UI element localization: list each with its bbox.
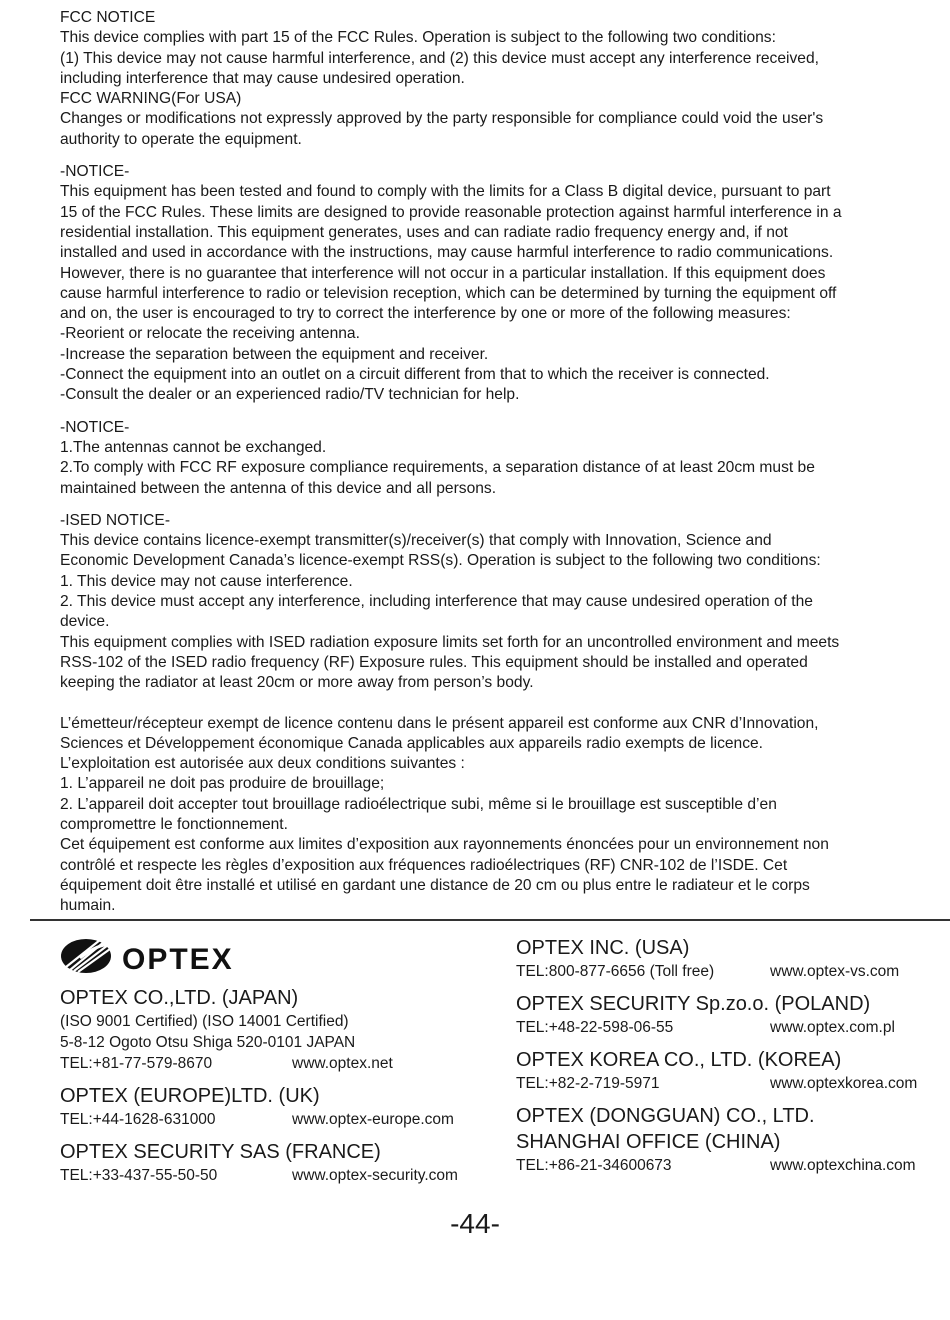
text-line: authority to operate the equipment. <box>60 130 302 148</box>
contact-row <box>60 1109 490 1130</box>
company-tel: TEL:+82-2-719-5971 <box>516 1075 660 1092</box>
text-line: This equipment has been tested and found to comply with the limits for a Class B digital device, pursuant to part <box>60 183 831 201</box>
contact-row <box>516 1017 946 1038</box>
text-line: 15 of the FCC Rules. These limits are designed to provide reasonable protection against harmful interference in a <box>60 203 842 221</box>
text-line: 2.To comply with FCC RF exposure compliance requirements, a separation distance of at least 20cm must be <box>60 459 815 477</box>
company-website[interactable]: www.optex.com.pl <box>770 1019 895 1036</box>
company-name: OPTEX (DONGGUAN) CO., LTD. <box>516 1105 815 1127</box>
text-line: This equipment complies with ISED radiation exposure limits set forth for an uncontrolled environment and meets <box>60 633 840 651</box>
text-line: -Reorient or relocate the receiving antenna. <box>60 325 360 343</box>
text-line: and on, the user is encouraged to try to correct the interference by one or more of the following measures: <box>60 305 791 323</box>
company-france <box>60 1139 490 1186</box>
text-line: L’exploitation est autorisée aux deux conditions suivantes : <box>60 755 465 773</box>
contact-row <box>516 1073 946 1094</box>
text-line: -Connect the equipment into an outlet on a circuit different from that to which the receiver is connected. <box>60 366 770 384</box>
fcc-warning-title: FCC WARNING(For USA) <box>60 90 242 108</box>
company-uk <box>60 1083 490 1130</box>
text-line: including interference that may cause undesired operation. <box>60 69 465 87</box>
text-line: cause harmful interference to radio or television reception, which can be determined by turning the equipment off <box>60 284 837 302</box>
text-line: However, there is no guarantee that interference will not occur in a particular installation. If this equipment does <box>60 264 826 282</box>
company-korea <box>516 1047 946 1094</box>
company-name: OPTEX CO.,LTD. (JAPAN) <box>60 987 299 1009</box>
text-line: 2. This device must accept any interference, including interference that may cause undesired operation of the <box>60 593 813 611</box>
company-usa <box>516 935 946 982</box>
optex-logo-icon <box>60 936 260 976</box>
text-line: 2. L’appareil doit accepter tout brouillage radioélectrique subi, même si le brouillage est susceptible d’en <box>60 795 777 813</box>
text-line: residential installation. This equipment generates, uses and can radiate radio frequency energy and, if not <box>60 223 788 241</box>
text-line: This device complies with part 15 of the FCC Rules. Operation is subject to the following two conditions: <box>60 29 776 47</box>
text-line: keeping the radiator at least 20cm or more away from person’s body. <box>60 674 534 692</box>
text-line: This device contains licence-exempt transmitter(s)/receiver(s) that comply with Innovation, Science and <box>60 532 772 550</box>
company-website[interactable]: www.optexkorea.com <box>770 1075 918 1092</box>
text-line: device. <box>60 613 110 631</box>
text-line: Sciences et Développement économique Canada applicables aux appareils radio exempts de licence. <box>60 734 764 752</box>
text-line: équipement doit être installé et utilisé en gardant une distance de 20 cm ou plus entre le radiateur et le corps <box>60 876 810 894</box>
contact-row <box>60 1165 490 1186</box>
contact-row <box>516 1155 946 1176</box>
text-line: maintained between the antenna of this device and all persons. <box>60 479 497 497</box>
ised-notice-title: -ISED NOTICE- <box>60 511 171 529</box>
text-line: Changes or modifications not expressly approved by the party responsible for compliance could void the user's <box>60 110 824 128</box>
notice-title: -NOTICE- <box>60 418 130 436</box>
company-tel: TEL:800-877-6656 (Toll free) <box>516 963 715 980</box>
text-line: Cet équipement est conforme aux limites d’exposition aux rayonnements énoncées pour un environnement non <box>60 836 829 854</box>
text-line: 1. This device may not cause interference. <box>60 572 353 590</box>
company-tel: TEL:+86-21-34600673 <box>516 1157 672 1174</box>
notice-title: -NOTICE- <box>60 163 130 181</box>
company-name: OPTEX INC. (USA) <box>516 937 690 959</box>
company-tel: TEL:+48-22-598-06-55 <box>516 1019 674 1036</box>
text-line: -Increase the separation between the equipment and receiver. <box>60 345 489 363</box>
company-japan <box>60 985 490 1074</box>
text-line: -Consult the dealer or an experienced radio/TV technician for help. <box>60 386 520 404</box>
company-website[interactable]: www.optex-security.com <box>292 1167 458 1184</box>
regulatory-notices <box>60 8 950 916</box>
contacts-right-column <box>516 935 946 1185</box>
company-address: 5-8-12 Ogoto Otsu Shiga 520-0101 JAPAN <box>60 1034 356 1051</box>
text-line: (1) This device may not cause harmful interference, and (2) this device must accept any interference received, <box>60 49 819 67</box>
company-website[interactable]: www.optex.net <box>292 1055 393 1072</box>
company-name: OPTEX SECURITY Sp.zo.o. (POLAND) <box>516 993 871 1015</box>
optex-logo <box>60 935 490 977</box>
company-website[interactable]: www.optex-europe.com <box>292 1111 454 1128</box>
logo-wordmark: OPTEX <box>122 943 234 976</box>
text-line: installed and used in accordance with the instructions, may cause harmful interference to radio communications. <box>60 244 834 262</box>
text-line: 1. L’appareil ne doit pas produire de brouillage; <box>60 775 385 793</box>
text-line: L’émetteur/récepteur exempt de licence contenu dans le présent appareil est conforme aux CNR d’Innovation, <box>60 714 819 732</box>
company-name: OPTEX KOREA CO., LTD. (KOREA) <box>516 1049 842 1071</box>
text-line: 1.The antennas cannot be exchanged. <box>60 438 327 456</box>
section-divider <box>30 919 950 921</box>
company-name: OPTEX (EUROPE)LTD. (UK) <box>60 1085 320 1107</box>
company-website[interactable]: www.optex-vs.com <box>770 963 900 980</box>
text-line: contrôlé et respecte les règles d’exposition aux fréquences radioélectriques (RF) CNR-102 de l’ISDE. Cet <box>60 856 788 874</box>
company-tel: TEL:+81-77-579-8670 <box>60 1055 213 1072</box>
fcc-notice-title: FCC NOTICE <box>60 9 156 26</box>
company-website[interactable]: www.optexchina.com <box>770 1157 916 1174</box>
contact-row <box>60 1053 490 1074</box>
contacts-left-column <box>60 935 490 1195</box>
text-line: RSS-102 of the ISED radio frequency (RF) Exposure rules. This equipment should be installed and operated <box>60 653 808 671</box>
company-tel: TEL:+44-1628-631000 <box>60 1111 216 1128</box>
text-line: Economic Development Canada’s licence-exempt RSS(s). Operation is subject to the following two conditions: <box>60 552 821 570</box>
company-tel: TEL:+33-437-55-50-50 <box>60 1167 218 1184</box>
company-certification: (ISO 9001 Certified) (ISO 14001 Certified) <box>60 1013 349 1030</box>
company-china <box>516 1103 946 1176</box>
company-office: SHANGHAI OFFICE (CHINA) <box>516 1131 781 1153</box>
text-line: compromettre le fonctionnement. <box>60 815 288 833</box>
text-line: humain. <box>60 897 116 915</box>
company-poland <box>516 991 946 1038</box>
page-number: -44- <box>450 1208 500 1239</box>
contact-row <box>516 961 946 982</box>
company-name: OPTEX SECURITY SAS (FRANCE) <box>60 1141 381 1163</box>
